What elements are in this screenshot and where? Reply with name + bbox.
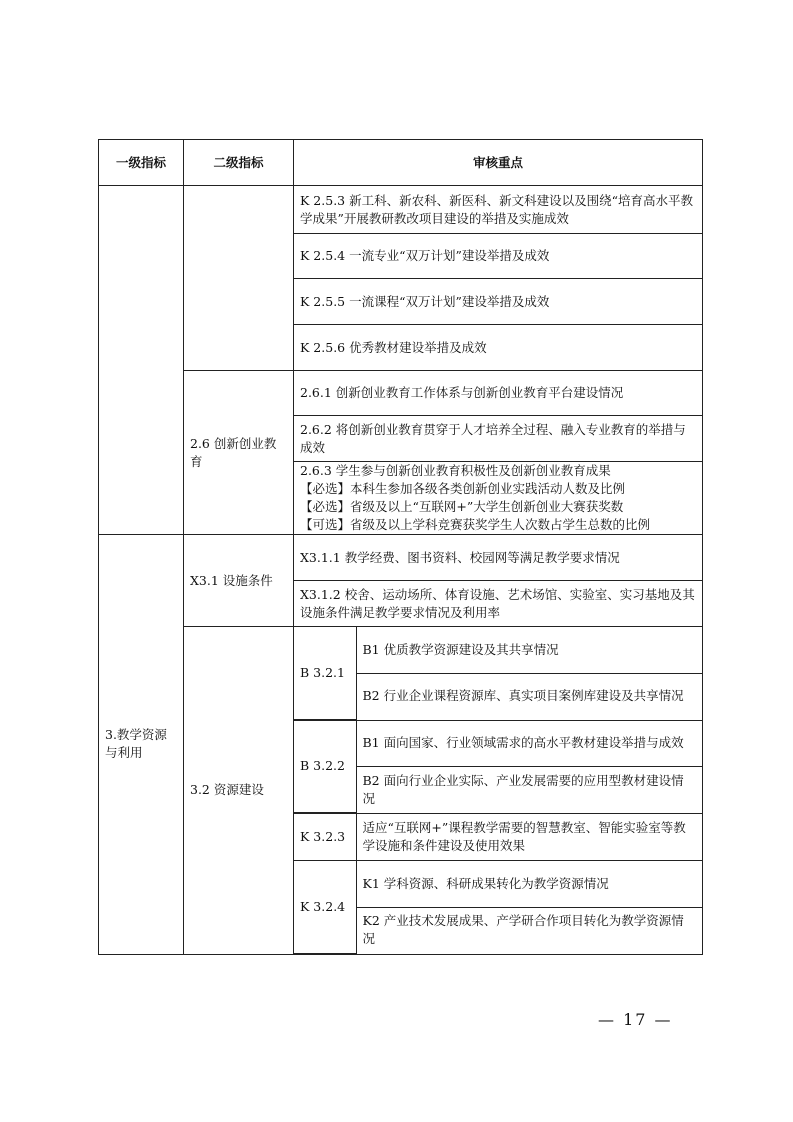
criteria-text: 将创新创业教育贯穿于人才培养全过程、融入专业教育的举措与成效 [300,421,686,455]
criteria-cell [294,371,703,416]
criteria-group-cell [294,720,703,814]
criteria-code: 2.6.1 [300,385,332,400]
review-criteria-table [98,139,703,955]
group-code: B 3.2.1 [294,627,356,719]
criteria-cell [294,186,703,234]
level1-cell-blank [99,186,184,535]
criteria-cell [294,416,703,462]
required-item: 【必选】本科生参加各级各类创新创业实践活动人数及比例 [300,481,626,496]
criteria-code: K 2.5.4 [300,248,346,263]
group-item: K2 产业技术发展成果、产学研合作项目转化为教学资源情况 [356,907,702,953]
criteria-code: K 2.5.3 [300,192,346,208]
criteria-cell [294,279,703,325]
level1-cell-resources: 3.教学资源与利用 [99,535,184,955]
level2-cell-resource-building: 3.2 资源建设 [184,627,294,955]
header-level2: 二级指标 [184,140,294,186]
criteria-subtable [294,861,702,954]
criteria-group-cell [294,814,703,861]
criteria-code: X3.1.2 [300,586,341,602]
criteria-cell [294,535,703,581]
criteria-code: X3.1.1 [300,549,341,565]
group-item: 适应“互联网+”课程教学需要的智慧教室、智能实验室等教学设施和条件建设及使用效果 [356,814,702,860]
criteria-code: 2.6.3 [300,463,332,478]
group-item: B2 行业企业课程资源库、真实项目案例库建设及共享情况 [356,673,702,719]
criteria-group-cell [294,627,703,721]
group-item: B2 面向行业企业实际、产业发展需要的应用型教材建设情况 [356,767,702,813]
criteria-code: K 2.5.5 [300,293,346,309]
criteria-cell [294,234,703,279]
optional-item: 【可选】省级及以上学科竞赛获奖学生人次数占学生总数的比例 [300,517,651,532]
criteria-code: K 2.5.6 [300,339,346,355]
group-item: B1 面向国家、行业领域需求的高水平教材建设举措与成效 [356,721,702,767]
required-item: 【必选】省级及以上“互联网+”大学生创新创业大赛获奖数 [300,499,624,514]
level2-cell-facilities: X3.1 设施条件 [184,535,294,627]
criteria-code: 2.6.2 [300,421,332,437]
table-header-row [99,140,703,186]
criteria-cell [294,325,703,371]
criteria-subtable [294,721,702,814]
criteria-text: 校舍、运动场所、体育设施、艺术场馆、实验室、实习基地及其设施条件满足教学要求情况及利用率 [300,586,695,620]
table-row [99,535,703,581]
criteria-subtable [294,814,702,860]
table-row [99,627,703,721]
criteria-group-cell [294,861,703,955]
header-focus: 审核重点 [294,140,703,186]
criteria-subtable [294,627,702,720]
criteria-cell [294,581,703,627]
group-code: B 3.2.2 [294,721,356,813]
criteria-text: 一流课程“双万计划”建设举措及成效 [349,293,550,309]
table-row [99,371,703,416]
page-number: — 17 — [598,1010,673,1029]
level2-cell-innovation: 2.6 创新创业教育 [184,371,294,535]
group-item: K1 学科资源、科研成果转化为教学资源情况 [356,861,702,907]
criteria-cell [294,462,703,535]
criteria-text: 学生参与创新创业教育积极性及创新创业教育成果 [335,463,611,478]
header-level1: 一级指标 [99,140,184,186]
group-code: K 3.2.3 [294,814,356,860]
table-row [99,186,703,234]
criteria-text: 新工科、新农科、新医科、新文科建设以及围绕“培育高水平教学成果”开展教研教改项目建设的举措及实施成效 [300,192,694,226]
group-item: B1 优质教学资源建设及其共享情况 [356,627,702,673]
criteria-text: 一流专业“双万计划”建设举措及成效 [349,248,550,263]
criteria-text: 优秀教材建设举措及成效 [349,339,487,355]
criteria-text: 创新创业教育工作体系与创新创业教育平台建设情况 [335,385,624,400]
group-code: K 3.2.4 [294,861,356,953]
level2-cell-blank [184,186,294,371]
criteria-text: 教学经费、图书资料、校园网等满足教学要求情况 [344,549,620,565]
